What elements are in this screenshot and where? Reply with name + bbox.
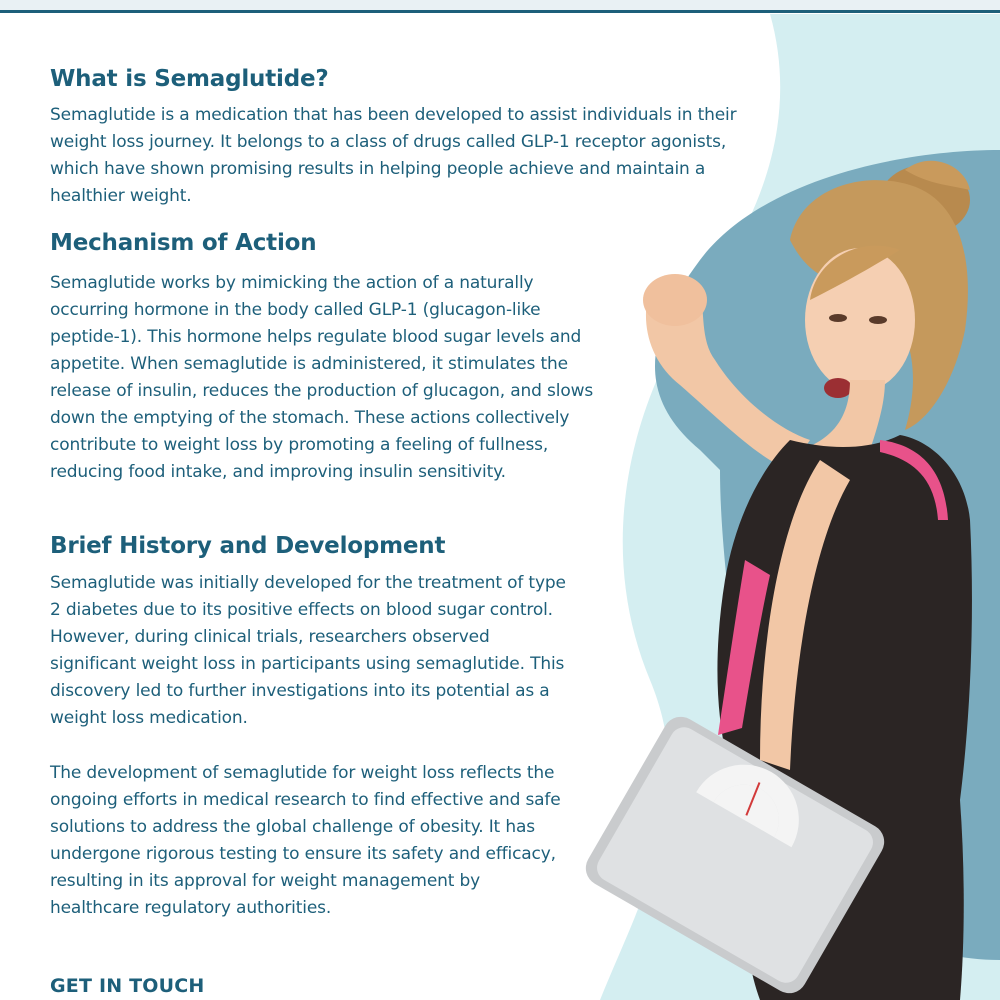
section-body-history-2: The development of semaglutide for weight loss reflects the ongoing efforts in medical research to find effective and safe solutions to address the global challenge of obesity. It has undergone rigorous testing to ensure its safety and efficacy, resulting in its approval for weight management by healthcare regulatory authorities. [50, 763, 561, 918]
section-title-history: Brief History and Development [50, 533, 446, 559]
section-body-mechanism: Semaglutide works by mimicking the action of a naturally occurring hormone in the body called GLP-1 (glucagon-like peptide-1). This hormone helps regulate blood sugar levels and appetite. When semaglutide is administered, it stimulates the release of insulin, reduces the production of glucagon, and slows down the emptying of the stomach. These actions collectively contribute to weight loss by promoting a feeling of fullness, reducing food intake, and improving insulin sensitivity. [50, 273, 594, 482]
section-body-history-1: Semaglutide was initially developed for the treatment of type 2 diabetes due to its positive effects on blood sugar control. However, during clinical trials, researchers observed significant weight loss in participants using semaglutide. This discovery led to further investigations into its potential as a weight loss medication. [50, 573, 566, 728]
section-title-mechanism: Mechanism of Action [50, 230, 317, 256]
section-body-what-is: Semaglutide is a medication that has been developed to assist individuals in their weight loss journey. It belongs to a class of drugs called GLP-1 receptor agonists, which have shown promising results in helping people achieve and maintain a healthier weight. [50, 105, 737, 206]
get-in-touch-link[interactable]: GET IN TOUCH [50, 975, 205, 997]
section-title-what-is: What is Semaglutide? [50, 66, 329, 92]
